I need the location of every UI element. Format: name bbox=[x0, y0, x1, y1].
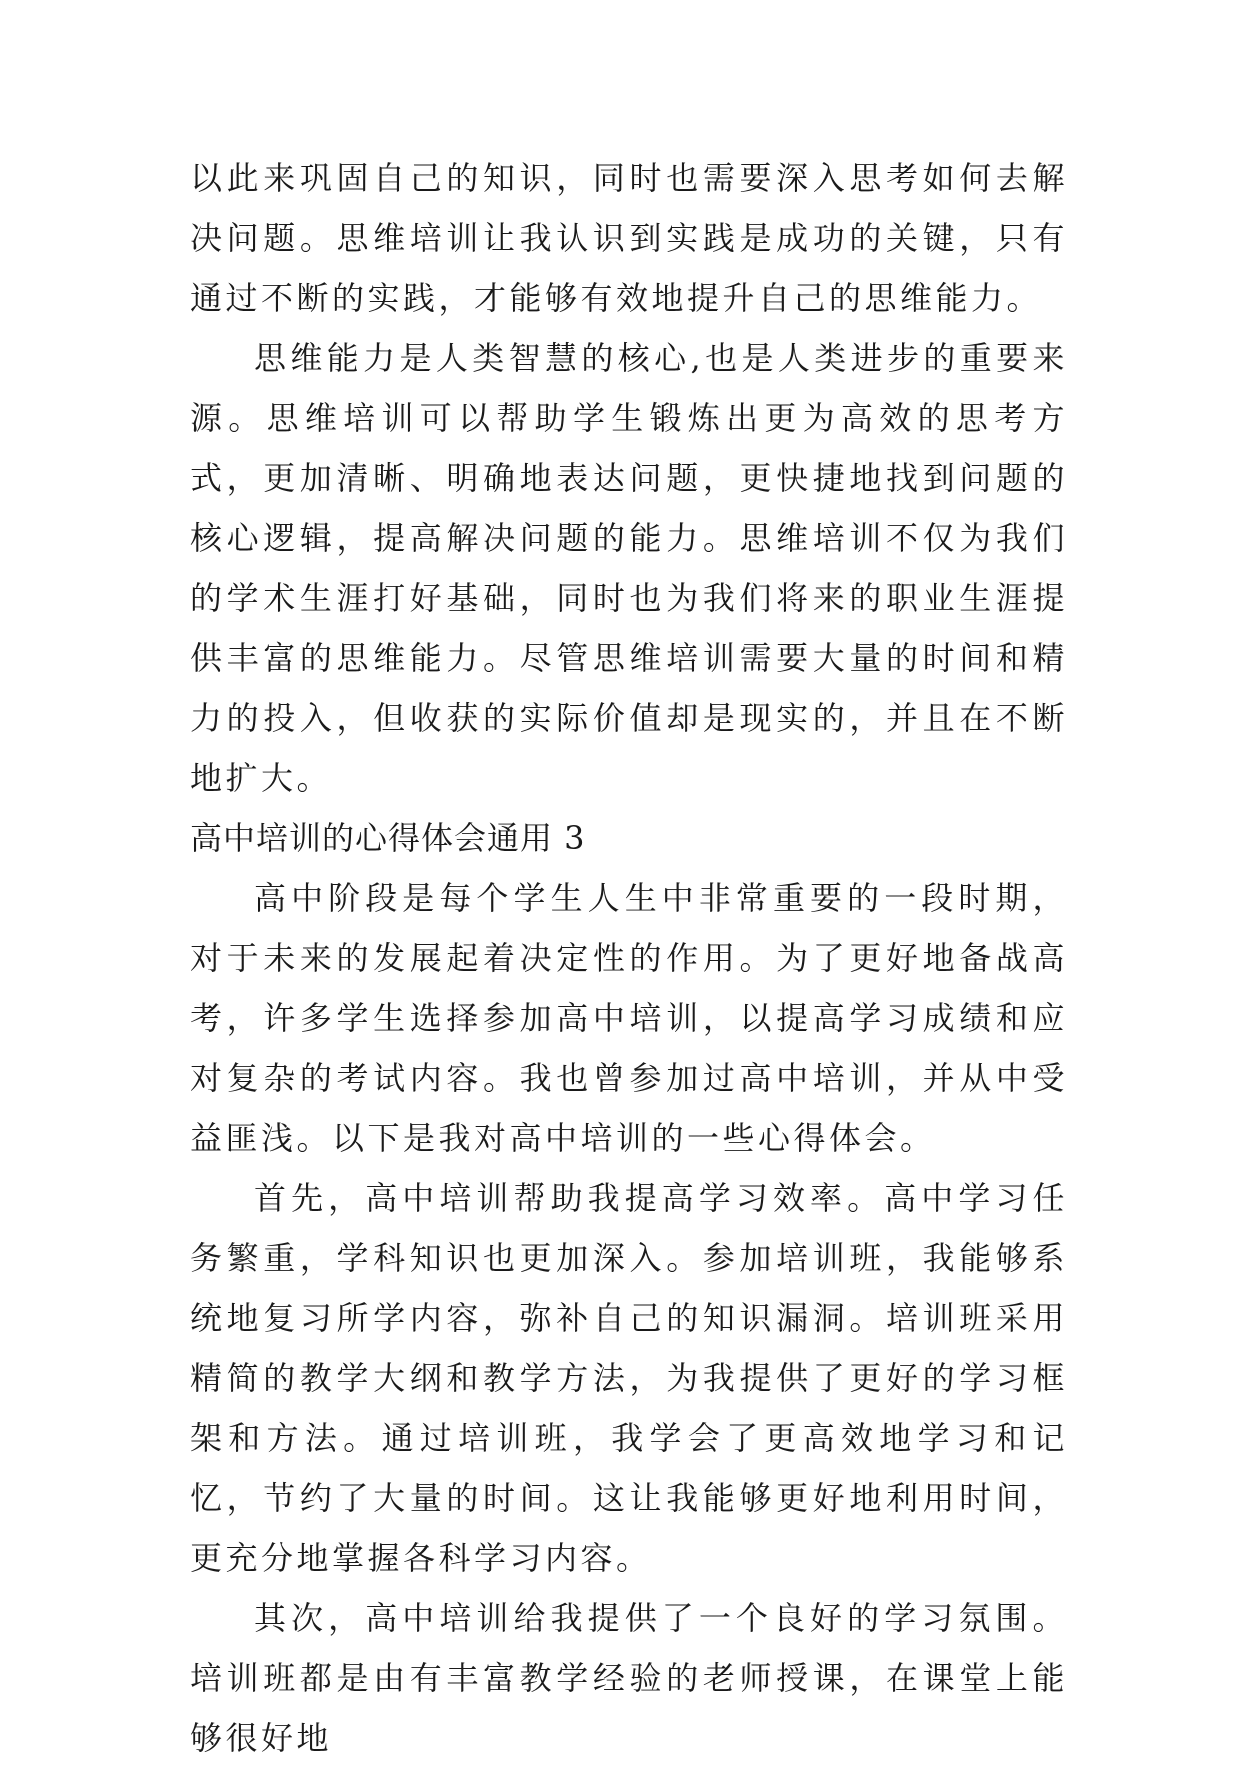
paragraph: 思维能力是人类智慧的核心,也是人类进步的重要来源。思维培训可以帮助学生锻炼出更为高效的思考方式，更加清晰、明确地表达问题，更快捷地找到问题的核心逻辑，提高解决问题的能力。思维培训不仅为我们的学术生涯打好基础，同时也为我们将来的职业生涯提供丰富的思维能力。尽管思维培训需要大量的时间和精力的投入，但收获的实际价值却是现实的，并且在不断地扩大。 bbox=[190, 339, 1068, 797]
paragraph: 高中阶段是每个学生人生中非常重要的一段时期，对于未来的发展起着决定性的作用。为了更好地备战高考，许多学生选择参加高中培训，以提高学习成绩和应对复杂的考试内容。我也曾参加过高中培训，并从中受益匪浅。以下是我对高中培训的一些心得体会。 bbox=[190, 879, 1068, 1157]
document-page bbox=[190, 148, 1068, 1768]
section-heading: 高中培训的心得体会通用 3 bbox=[190, 819, 586, 857]
paragraph: 以此来巩固自己的知识，同时也需要深入思考如何去解决问题。思维培训让我认识到实践是成功的关键，只有通过不断的实践，才能够有效地提升自己的思维能力。 bbox=[190, 159, 1068, 317]
paragraph: 其次，高中培训给我提供了一个良好的学习氛围。培训班都是由有丰富教学经验的老师授课，在课堂上能够很好地 bbox=[190, 1599, 1068, 1757]
paragraph: 首先，高中培训帮助我提高学习效率。高中学习任务繁重，学科知识也更加深入。参加培训班，我能够系统地复习所学内容，弥补自己的知识漏洞。培训班采用精简的教学大纲和教学方法，为我提供了更好的学习框架和方法。通过培训班，我学会了更高效地学习和记忆，节约了大量的时间。这让我能够更好地利用时间，更充分地掌握各科学习内容。 bbox=[190, 1179, 1068, 1577]
